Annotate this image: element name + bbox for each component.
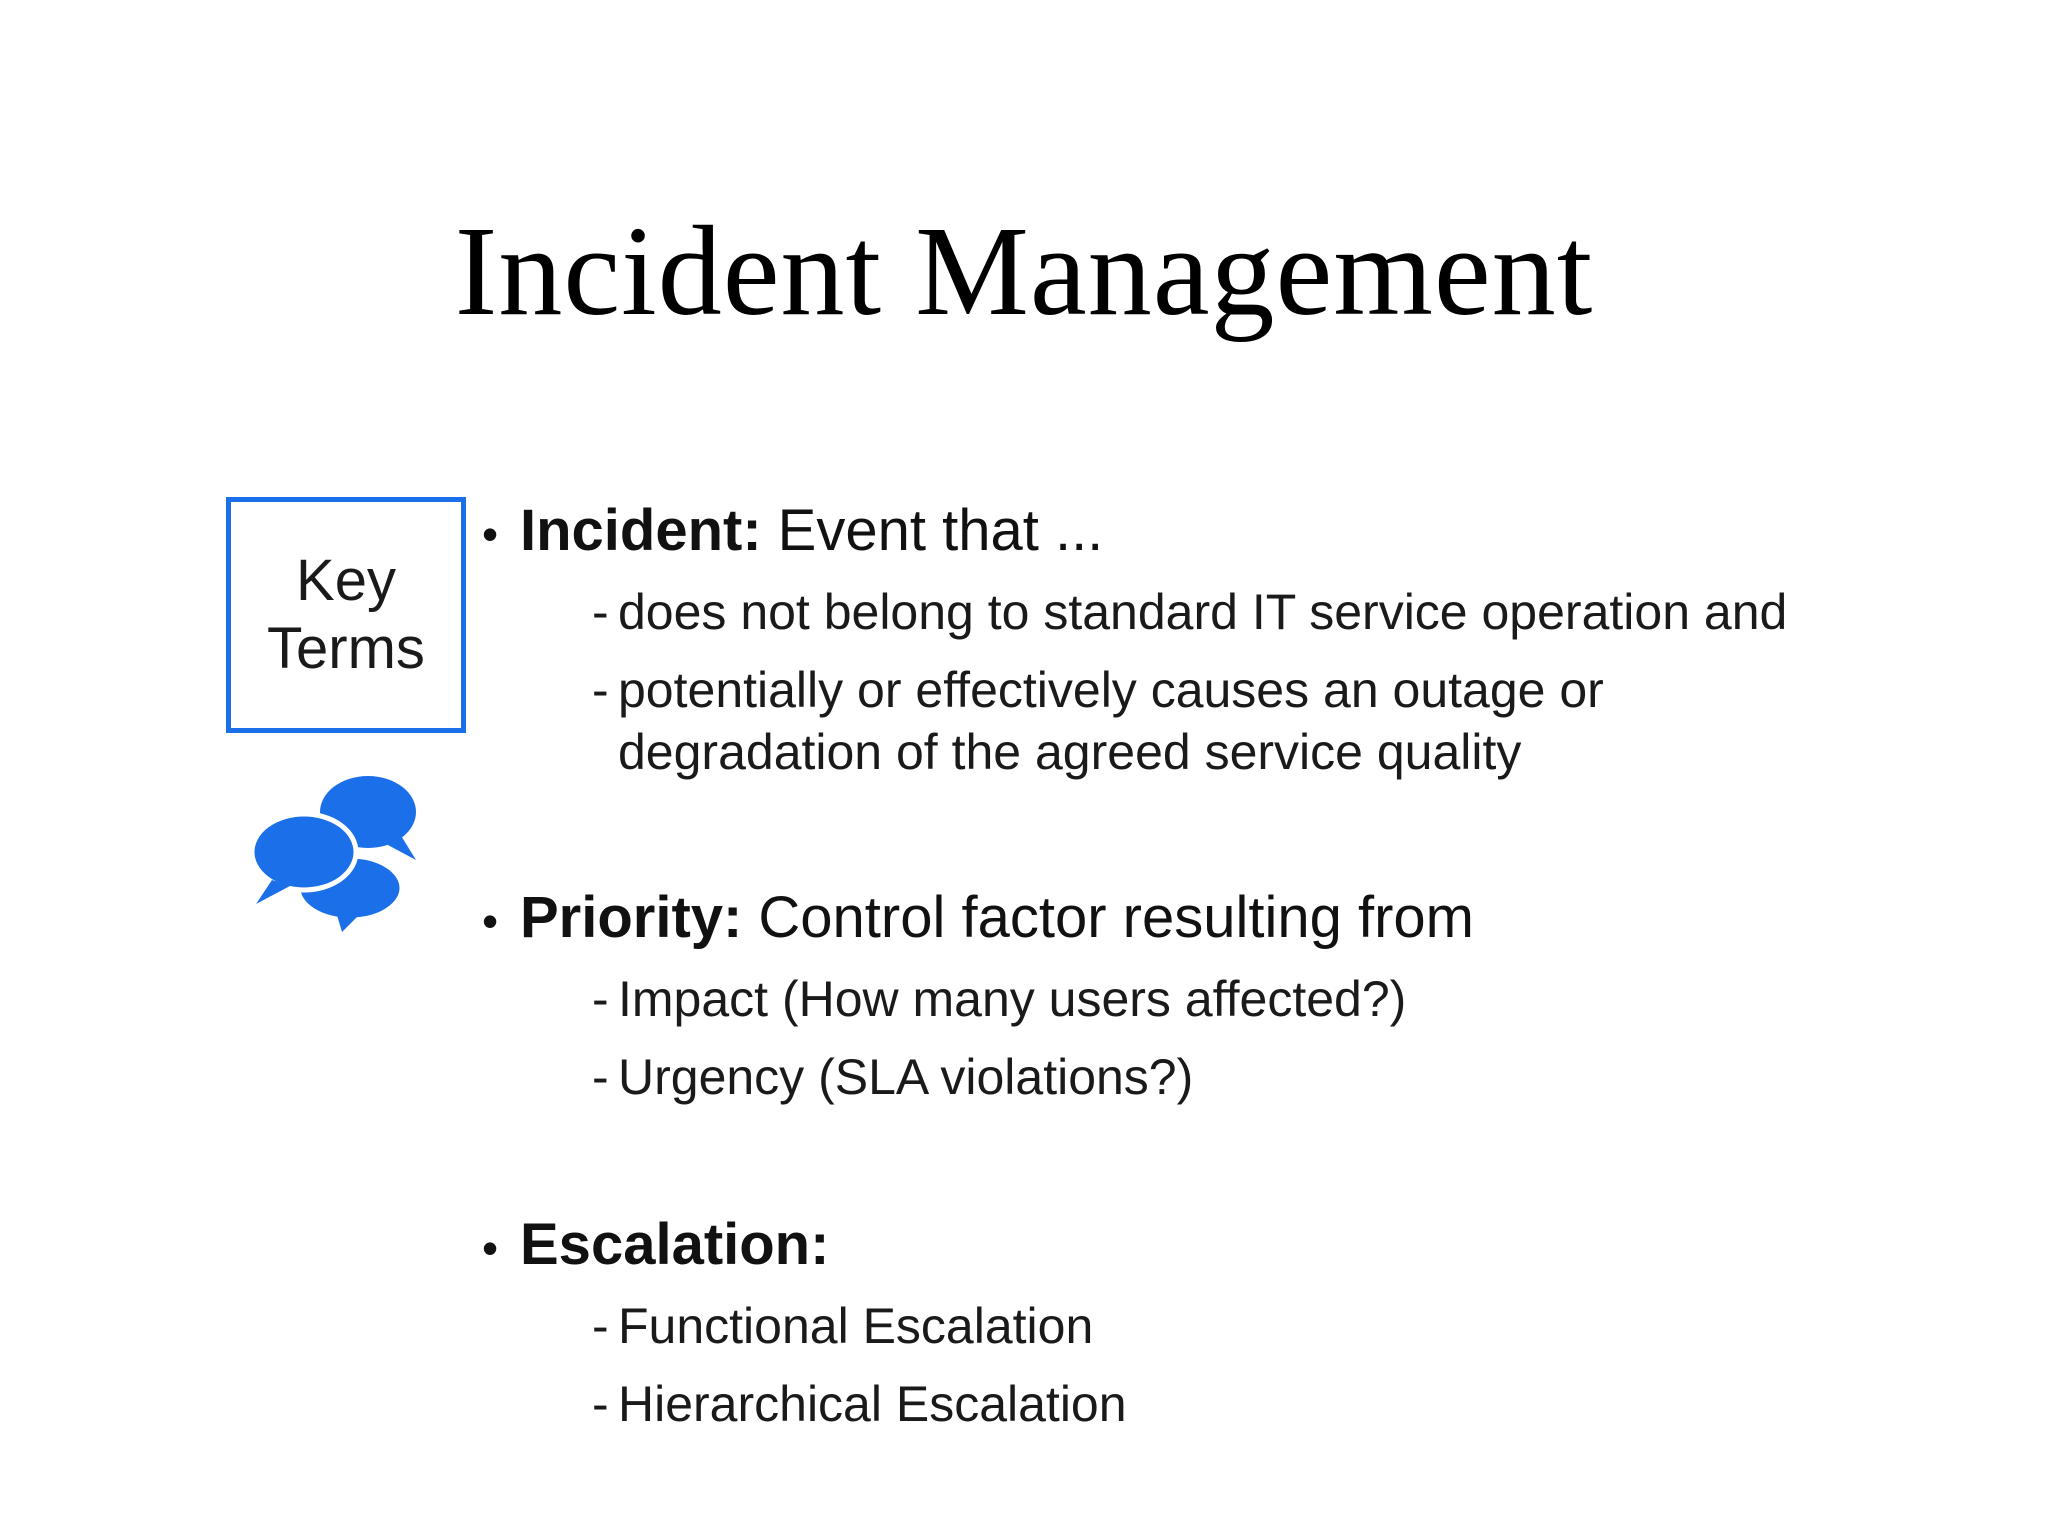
sub-item-text: Urgency (SLA violations?)	[618, 1049, 1194, 1105]
chat-bubbles-icon	[250, 772, 430, 932]
sub-item	[592, 968, 1902, 1030]
dash: -	[592, 1376, 609, 1432]
sub-item-text: Hierarchical Escalation	[618, 1376, 1127, 1432]
sub-item-text: Impact (How many users affected?)	[618, 971, 1407, 1027]
sub-item-text: potentially or effectively causes an outage or degradation of the agreed service quality	[618, 662, 1604, 780]
sub-item	[592, 1046, 1902, 1108]
sub-item	[592, 1373, 1902, 1435]
list-item	[482, 492, 1902, 573]
key-terms-box	[226, 497, 466, 733]
sub-item-text: Functional Escalation	[618, 1298, 1094, 1354]
dash: -	[592, 1049, 609, 1105]
term-priority: Priority:	[520, 885, 743, 950]
sub-item	[592, 1295, 1902, 1357]
definition: Control factor resulting from	[758, 885, 1474, 950]
dash: -	[592, 971, 609, 1027]
key-terms-line2: Terms	[267, 616, 425, 681]
sub-item-text: does not belong to standard IT service operation and	[618, 584, 1788, 640]
bullet-dot: •	[482, 1222, 499, 1274]
dash: -	[592, 662, 609, 718]
bullet-dot: •	[482, 508, 499, 560]
bullet-dot: •	[482, 895, 499, 947]
term-incident: Incident:	[520, 498, 762, 563]
key-terms-list	[482, 492, 1902, 1435]
term-escalation: Escalation:	[520, 1212, 830, 1277]
slide-title: Incident Management	[454, 200, 1594, 342]
list-item	[482, 879, 1902, 960]
priority-group	[482, 879, 1902, 1108]
escalation-group	[482, 1206, 1902, 1435]
key-terms-line1: Key	[296, 548, 396, 613]
definition: Event that ...	[777, 498, 1104, 563]
sub-item	[592, 659, 1902, 783]
list-item	[482, 1206, 1902, 1287]
incident-group	[482, 492, 1902, 783]
dash: -	[592, 584, 609, 640]
dash: -	[592, 1298, 609, 1354]
sub-item	[592, 581, 1902, 643]
